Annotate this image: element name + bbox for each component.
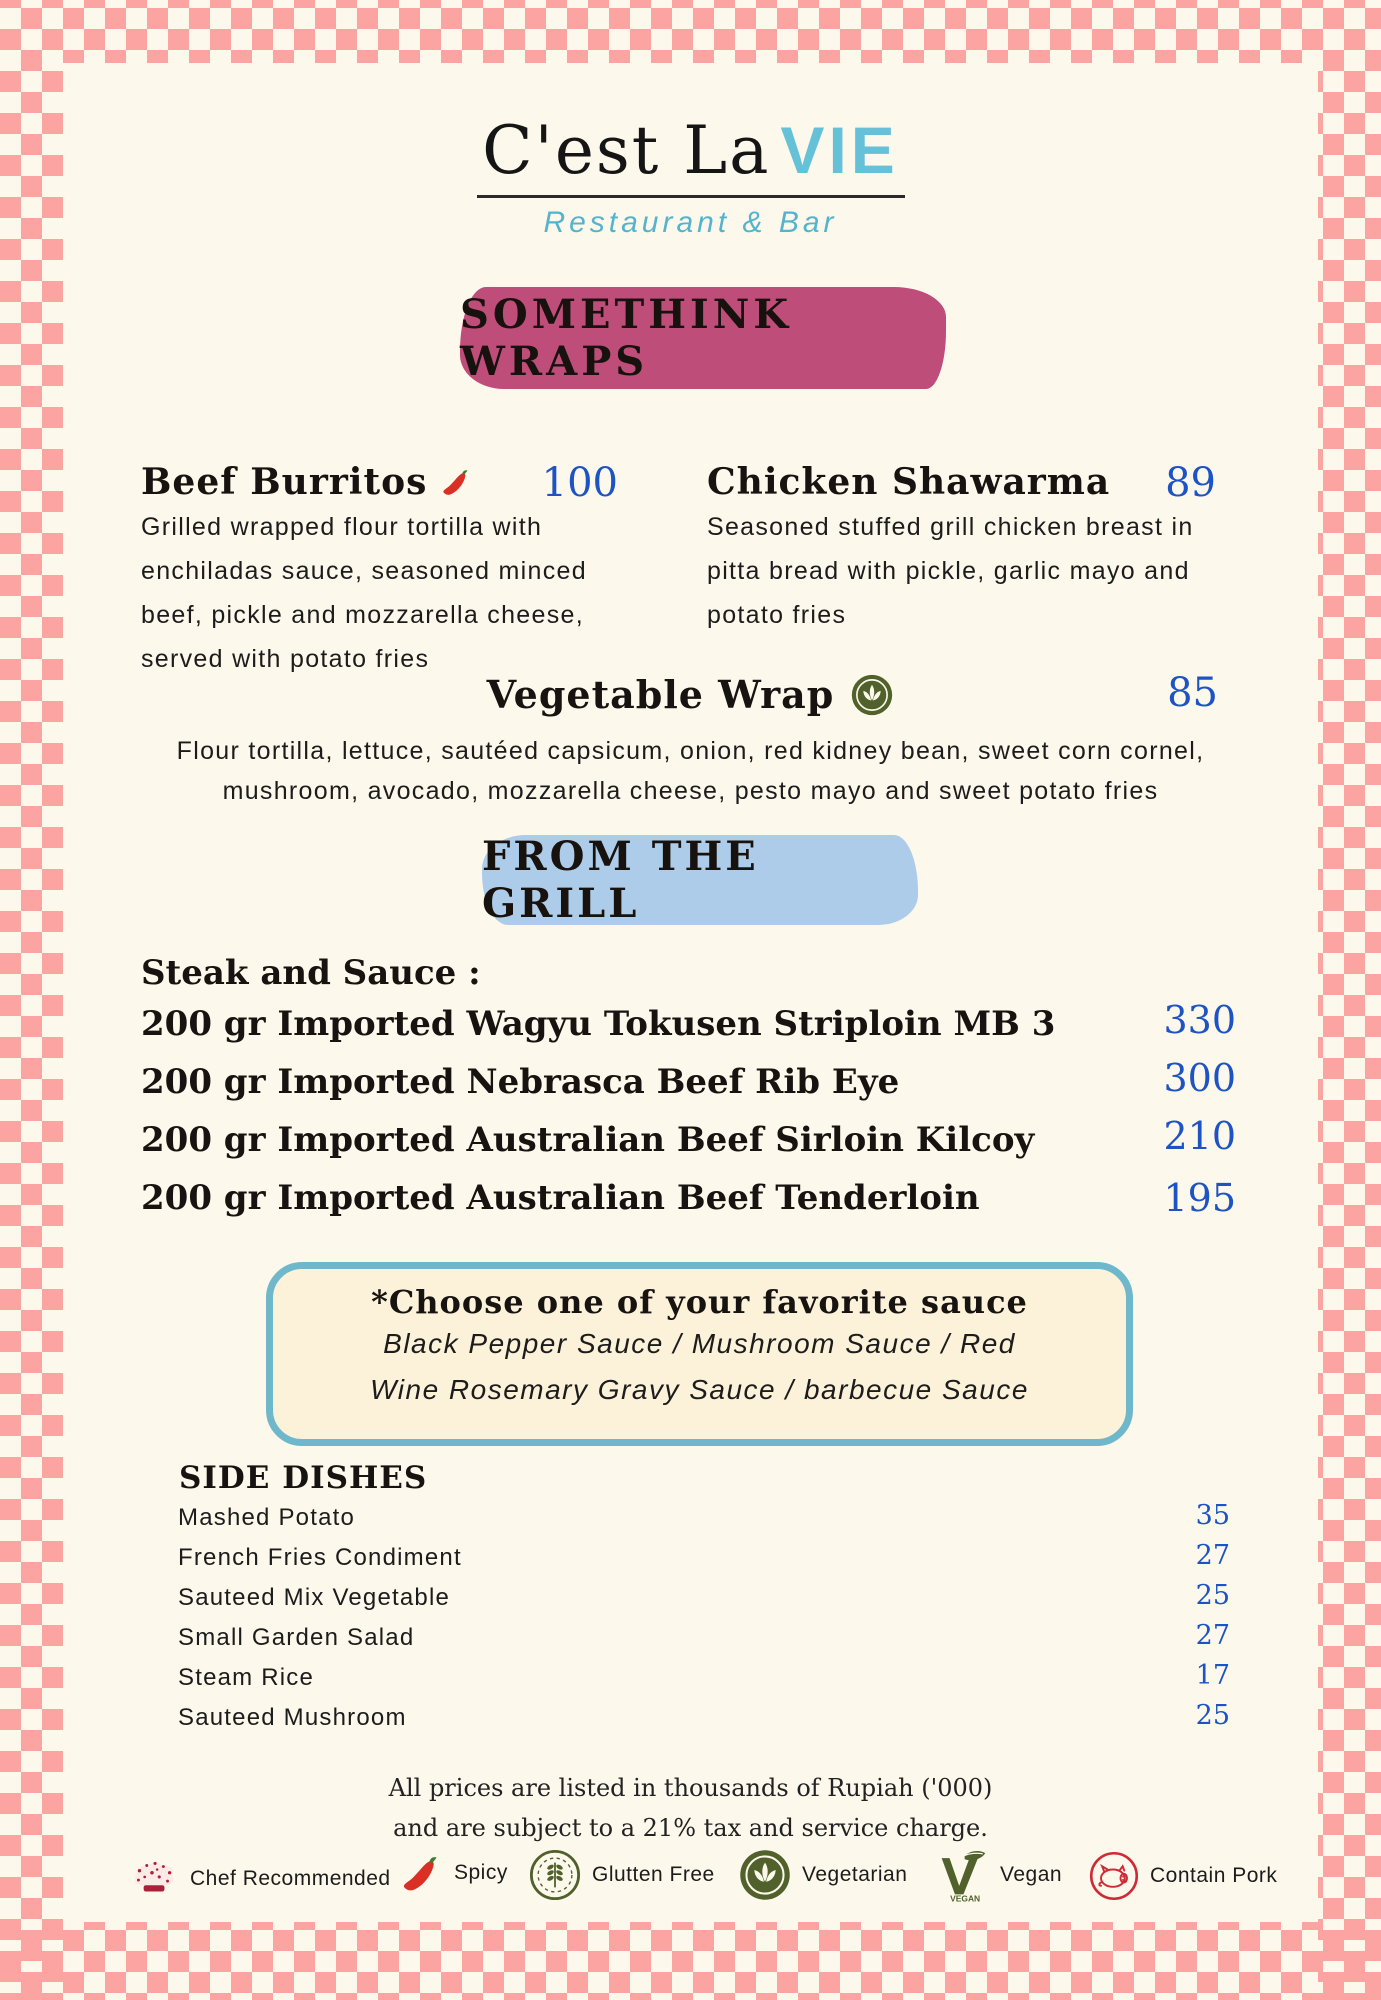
side-item: Steam Rice	[178, 1664, 315, 1691]
pricing-note-line: and are subject to a 21% tax and service charge.	[393, 1814, 988, 1842]
side-price: 25	[1195, 1580, 1230, 1611]
logo-divider	[477, 195, 905, 198]
side-price: 25	[1195, 1700, 1230, 1731]
item-chicken-shawarma	[707, 461, 1110, 503]
steak-item: 200 gr Imported Australian Beef Tenderloin	[141, 1178, 980, 1218]
desc-line: enchiladas sauce, seasoned minced	[141, 557, 587, 585]
side-price: 17	[1195, 1660, 1230, 1691]
restaurant-logo	[0, 112, 1381, 240]
desc-line: mushroom, avocado, mozzarella cheese, pesto mayo and sweet potato fries	[222, 777, 1159, 805]
desc-vegetable-wrap	[0, 731, 1381, 811]
item-vegetable-wrap-name: Vegetable Wrap	[486, 672, 835, 717]
section-header-wraps: SOMETHINK WRAPS	[460, 287, 946, 389]
desc-chicken-shawarma	[707, 505, 1194, 637]
legend-label: Spicy	[454, 1861, 508, 1884]
sauce-options-line: Black Pepper Sauce / Mushroom Sauce / Red	[383, 1328, 1016, 1359]
desc-line: beef, pickle and mozzarella cheese,	[141, 601, 584, 629]
side-item: Mashed Potato	[178, 1504, 356, 1531]
desc-line: Seasoned stuffed grill chicken breast in	[707, 513, 1194, 541]
side-price: 27	[1195, 1620, 1230, 1651]
price-chicken-shawarma: 89	[1165, 460, 1216, 506]
side-item: French Fries Condiment	[178, 1544, 462, 1571]
spicy-chili-icon	[439, 465, 473, 499]
pig-icon	[1088, 1850, 1140, 1902]
svg-text:VEGAN: VEGAN	[950, 1893, 981, 1904]
price-beef-burritos: 100	[541, 460, 618, 506]
section-header-grill: FROM THE GRILL	[482, 835, 918, 925]
steak-price: 210	[1163, 1114, 1236, 1158]
logo-tagline: Restaurant & Bar	[543, 206, 838, 239]
desc-line: served with potato fries	[141, 645, 430, 673]
legend-label: Chef Recommended	[190, 1867, 391, 1890]
desc-line: Grilled wrapped flour tortilla with	[141, 513, 543, 541]
item-beef-burritos-name: Beef Burritos	[141, 461, 428, 503]
item-chicken-shawarma-name: Chicken Shawarma	[707, 461, 1111, 503]
steak-price: 195	[1163, 1176, 1236, 1220]
legend-vegetarian	[738, 1848, 907, 1902]
steak-item: 200 gr Imported Nebrasca Beef Rib Eye	[141, 1062, 900, 1102]
sauce-choice-box	[266, 1262, 1133, 1446]
legend-spicy	[398, 1850, 508, 1896]
steak-item: 200 gr Imported Australian Beef Sirloin Kilcoy	[141, 1120, 1035, 1160]
steak-item: 200 gr Imported Wagyu Tokusen Striploin MB 3	[141, 1004, 1056, 1044]
chef-hat-icon	[126, 1852, 180, 1906]
desc-beef-burritos	[141, 505, 587, 681]
side-item: Sauteed Mix Vegetable	[178, 1584, 451, 1611]
desc-line: pitta bread with pickle, garlic mayo and	[707, 557, 1190, 585]
sauce-options-line: Wine Rosemary Gravy Sauce / barbecue Sauce	[370, 1374, 1029, 1405]
side-price: 35	[1195, 1500, 1230, 1531]
desc-line: Flour tortilla, lettuce, sautéed capsicum, onion, red kidney bean, sweet corn cornel,	[176, 737, 1205, 765]
legend-gluten-free	[528, 1848, 715, 1902]
legend-label: Glutten Free	[592, 1863, 715, 1886]
vegetarian-badge-icon	[850, 673, 894, 717]
side-item: Small Garden Salad	[178, 1624, 415, 1651]
steak-price: 300	[1163, 1056, 1236, 1100]
steak-price: 330	[1163, 998, 1236, 1042]
legend-chef-recommended	[126, 1852, 391, 1906]
logo-accent: VIE	[780, 113, 899, 187]
legend-vegan	[932, 1846, 1062, 1904]
legend-contain-pork	[1088, 1850, 1277, 1902]
vegan-icon	[932, 1846, 990, 1904]
logo-title	[0, 112, 1381, 189]
desc-line: potato fries	[707, 601, 847, 629]
sides-header: SIDE DISHES	[179, 1460, 428, 1496]
pricing-note-line: All prices are listed in thousands of Rupiah ('000)	[388, 1774, 993, 1802]
logo-name: C'est La	[482, 112, 771, 189]
legend-label: Vegetarian	[802, 1863, 908, 1886]
steak-subtitle: Steak and Sauce :	[141, 953, 481, 993]
sauce-box-title: *Choose one of your favorite sauce	[371, 1283, 1028, 1321]
side-item: Sauteed Mushroom	[178, 1704, 407, 1731]
vegetarian-icon	[738, 1848, 792, 1902]
legend-label: Vegan	[1000, 1863, 1063, 1886]
price-vegetable-wrap: 85	[1167, 670, 1218, 716]
item-beef-burritos	[141, 461, 473, 503]
side-price: 27	[1195, 1540, 1230, 1571]
chili-icon	[398, 1850, 444, 1896]
pricing-notes	[0, 1768, 1381, 1848]
gluten-free-icon	[528, 1848, 582, 1902]
legend-label: Contain Pork	[1150, 1864, 1278, 1887]
